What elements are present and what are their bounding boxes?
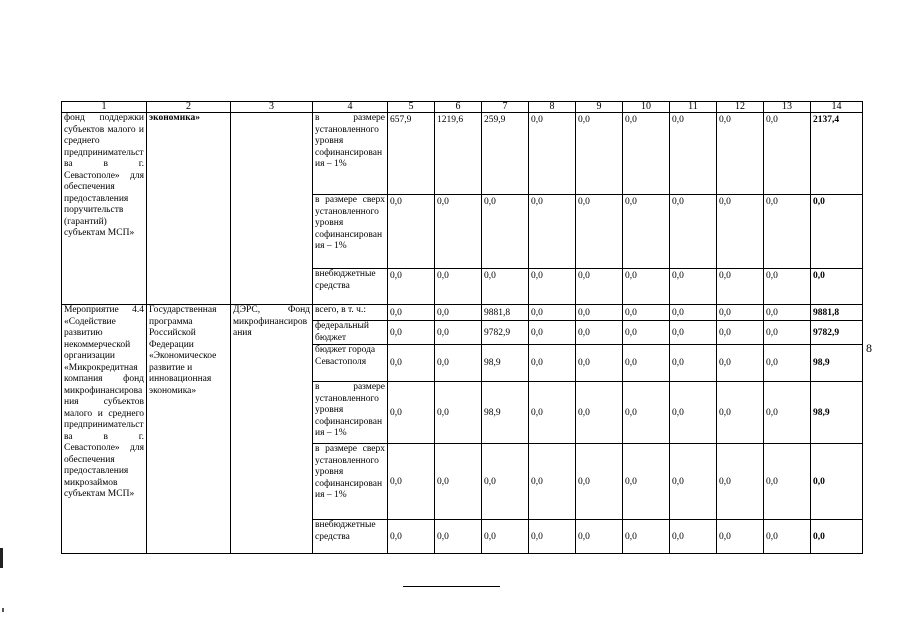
value-cell: 0,0	[529, 345, 576, 382]
value-cell: 0,0	[764, 321, 811, 345]
funding-source-label: всего, в т. ч.:	[313, 305, 388, 321]
value-cell: 0,0	[576, 305, 623, 321]
value-cell: 0,0	[576, 321, 623, 345]
value-cell: 9782,9	[482, 321, 529, 345]
value-cell: 0,0	[529, 113, 576, 195]
value-cell: 0,0	[623, 113, 670, 195]
value-cell: 0,0	[435, 382, 482, 444]
program-cell: экономика»	[147, 113, 231, 305]
scan-edge-mark	[0, 548, 3, 568]
funding-source-label: в размере сверх установленного уровня софинансирования – 1%	[313, 444, 388, 520]
total-cell: 98,9	[811, 382, 863, 444]
funding-source-label: в размере установленного уровня софинансирования – 1%	[313, 382, 388, 444]
total-cell: 9782,9	[811, 321, 863, 345]
value-cell: 0,0	[623, 195, 670, 269]
event-name-cell: фонд поддержки субъектов малого и среднего предпринимательства в г. Севастополе» для обеспечения предоставления поручительств (гарантий) субъектам МСП»	[62, 113, 147, 305]
value-cell: 0,0	[388, 305, 435, 321]
value-cell: 1219,6	[435, 113, 482, 195]
value-cell: 0,0	[435, 444, 482, 520]
value-cell: 0,0	[576, 444, 623, 520]
value-cell: 0,0	[764, 382, 811, 444]
total-cell: 9881,8	[811, 305, 863, 321]
value-cell: 98,9	[482, 382, 529, 444]
value-cell: 9881,8	[482, 305, 529, 321]
value-cell: 0,0	[482, 195, 529, 269]
total-cell: 0,0	[811, 444, 863, 520]
header-cell: 1	[62, 102, 147, 113]
value-cell: 0,0	[764, 269, 811, 305]
value-cell: 0,0	[670, 444, 717, 520]
header-cell: 3	[231, 102, 313, 113]
value-cell: 0,0	[576, 113, 623, 195]
total-cell: 0,0	[811, 269, 863, 305]
value-cell: 0,0	[623, 321, 670, 345]
value-cell: 0,0	[717, 382, 764, 444]
header-cell: 6	[435, 102, 482, 113]
value-cell: 259,9	[482, 113, 529, 195]
value-cell: 0,0	[764, 444, 811, 520]
value-cell: 0,0	[670, 269, 717, 305]
value-cell: 0,0	[529, 382, 576, 444]
funding-source-label: внебюджетные средства	[313, 269, 388, 305]
table-row	[62, 113, 863, 195]
event-name-cell: Мероприятие 4.4 «Содействие развитию некоммерческой организации «Микрокредитная компания фонд микрофинансирования субъектов малого и среднего предпринимательства в г. Севастополе» для обеспечения предоставления микрозаймов субъектам МСП»	[62, 305, 147, 554]
value-cell: 0,0	[388, 269, 435, 305]
header-cell: 12	[717, 102, 764, 113]
value-cell: 0,0	[529, 520, 576, 554]
value-cell: 0,0	[529, 305, 576, 321]
total-cell: 2137,4	[811, 113, 863, 195]
value-cell: 0,0	[670, 520, 717, 554]
value-cell: 0,0	[623, 444, 670, 520]
value-cell: 0,0	[623, 520, 670, 554]
value-cell: 0,0	[670, 305, 717, 321]
table-row	[62, 305, 863, 321]
value-cell: 0,0	[529, 321, 576, 345]
value-cell: 0,0	[670, 382, 717, 444]
funding-source-label: федеральный бюджет	[313, 321, 388, 345]
value-cell: 0,0	[717, 444, 764, 520]
value-cell: 98,9	[482, 345, 529, 382]
value-cell: 0,0	[670, 113, 717, 195]
value-cell: 0,0	[435, 195, 482, 269]
program-cell: Государственная программа Российской Федерации «Экономическое развитие и инновационная экономика»	[147, 305, 231, 554]
value-cell: 0,0	[670, 345, 717, 382]
total-cell: 98,9	[811, 345, 863, 382]
value-cell: 0,0	[764, 305, 811, 321]
value-cell: 0,0	[623, 269, 670, 305]
value-cell: 0,0	[576, 345, 623, 382]
value-cell: 0,0	[717, 113, 764, 195]
header-cell: 5	[388, 102, 435, 113]
funding-source-label: внебюджетные средства	[313, 520, 388, 554]
header-cell: 14	[811, 102, 863, 113]
value-cell: 0,0	[388, 321, 435, 345]
value-cell: 0,0	[388, 345, 435, 382]
header-cell: 8	[529, 102, 576, 113]
value-cell: 0,0	[576, 269, 623, 305]
value-cell: 0,0	[717, 195, 764, 269]
executor-cell	[231, 113, 313, 305]
header-cell: 10	[623, 102, 670, 113]
value-cell: 0,0	[576, 382, 623, 444]
value-cell: 0,0	[388, 195, 435, 269]
value-cell: 0,0	[670, 321, 717, 345]
value-cell: 0,0	[764, 113, 811, 195]
page-marker: 8	[866, 341, 872, 355]
funding-source-label: в размере установленного уровня софинансирования – 1%	[313, 113, 388, 195]
header-cell: 11	[670, 102, 717, 113]
value-cell: 0,0	[764, 520, 811, 554]
value-cell: 0,0	[670, 195, 717, 269]
value-cell: 0,0	[529, 195, 576, 269]
total-cell: 0,0	[811, 520, 863, 554]
value-cell: 0,0	[388, 520, 435, 554]
value-cell: 0,0	[576, 520, 623, 554]
value-cell: 0,0	[623, 305, 670, 321]
value-cell: 0,0	[764, 345, 811, 382]
value-cell: 0,0	[623, 345, 670, 382]
header-cell: 7	[482, 102, 529, 113]
executor-cell: ДЭРС, Фонд микрофинансирования	[231, 305, 313, 554]
total-cell: 0,0	[811, 195, 863, 269]
value-cell: 0,0	[576, 195, 623, 269]
scan-edge-mark	[2, 608, 4, 612]
value-cell: 0,0	[717, 345, 764, 382]
value-cell: 0,0	[717, 321, 764, 345]
value-cell: 657,9	[388, 113, 435, 195]
value-cell: 0,0	[482, 444, 529, 520]
value-cell: 0,0	[764, 195, 811, 269]
value-cell: 0,0	[529, 444, 576, 520]
value-cell: 0,0	[529, 269, 576, 305]
value-cell: 0,0	[435, 345, 482, 382]
header-row	[62, 102, 863, 113]
footnote-line	[403, 586, 500, 587]
value-cell: 0,0	[388, 382, 435, 444]
value-cell: 0,0	[435, 520, 482, 554]
header-cell: 2	[147, 102, 231, 113]
value-cell: 0,0	[482, 520, 529, 554]
funding-source-label: в размере сверх установленного уровня софинансирования – 1%	[313, 195, 388, 269]
value-cell: 0,0	[435, 269, 482, 305]
header-cell: 9	[576, 102, 623, 113]
value-cell: 0,0	[482, 269, 529, 305]
budget-table	[61, 101, 863, 554]
value-cell: 0,0	[435, 321, 482, 345]
value-cell: 0,0	[623, 382, 670, 444]
value-cell: 0,0	[717, 305, 764, 321]
value-cell: 0,0	[388, 444, 435, 520]
value-cell: 0,0	[717, 269, 764, 305]
header-cell: 13	[764, 102, 811, 113]
value-cell: 0,0	[717, 520, 764, 554]
header-cell: 4	[313, 102, 388, 113]
value-cell: 0,0	[435, 305, 482, 321]
funding-source-label: бюджет города Севастополя	[313, 345, 388, 382]
